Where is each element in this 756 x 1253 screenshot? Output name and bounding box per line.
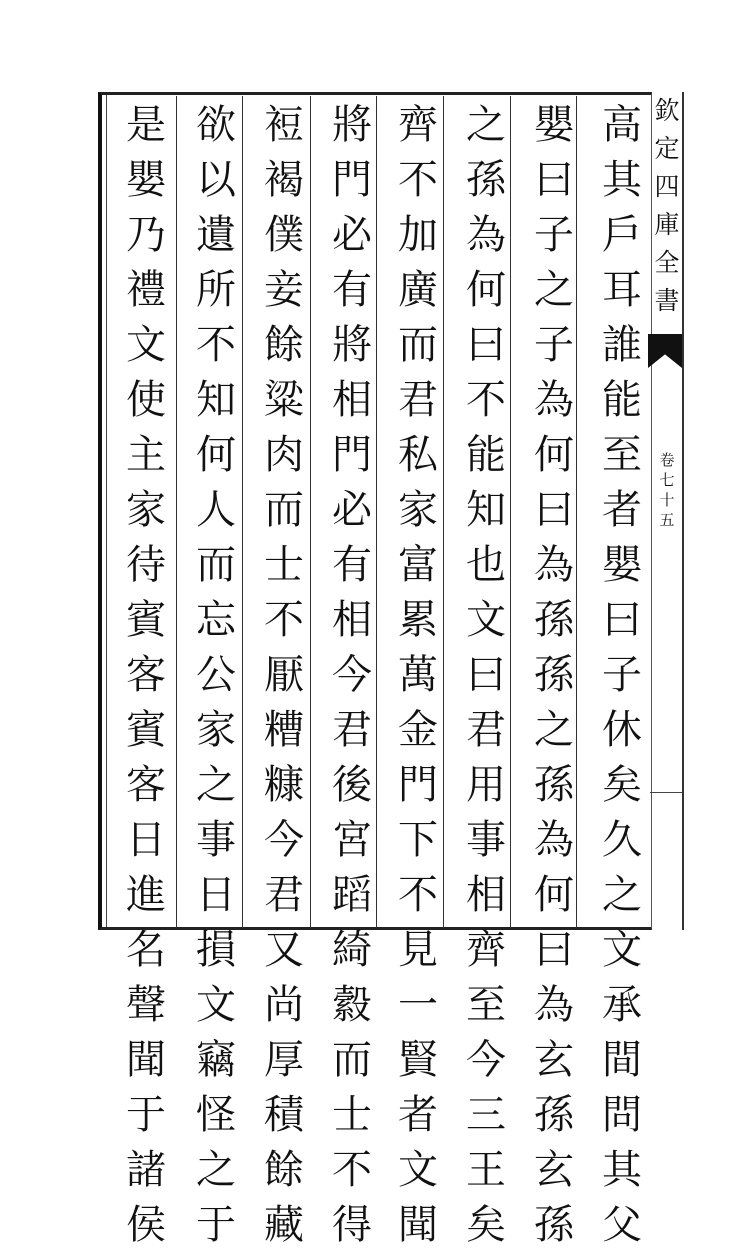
character: 以 — [196, 157, 236, 203]
character: 曰 — [602, 597, 642, 643]
character: 賓 — [126, 707, 166, 753]
character: 君 — [264, 872, 304, 918]
title-character: 欽 — [654, 96, 680, 125]
text-column — [392, 98, 444, 1253]
character: 嬰 — [602, 542, 642, 588]
character: 至 — [602, 432, 642, 478]
character: 父 — [602, 1202, 642, 1248]
character: 門 — [398, 762, 438, 808]
column-rule — [242, 96, 243, 928]
character: 必 — [332, 212, 372, 258]
character: 藏 — [264, 1202, 304, 1248]
character: 日 — [196, 872, 236, 918]
character: 縠 — [332, 982, 372, 1028]
character: 門 — [332, 157, 372, 203]
character: 而 — [398, 322, 438, 368]
character: 今 — [264, 817, 304, 863]
character: 禮 — [126, 267, 166, 313]
character: 得 — [332, 1202, 372, 1248]
juan-character: 卷 — [659, 451, 675, 469]
character: 文 — [398, 1147, 438, 1193]
character: 進 — [126, 872, 166, 918]
character: 尚 — [264, 982, 304, 1028]
character: 今 — [466, 1037, 506, 1083]
title-character: 書 — [654, 286, 680, 315]
character: 人 — [196, 487, 236, 533]
text-column — [326, 98, 378, 1253]
character: 高 — [602, 102, 642, 148]
character: 餘 — [264, 322, 304, 368]
character: 相 — [332, 597, 372, 643]
character: 于 — [196, 1202, 236, 1248]
character: 侯 — [126, 1202, 166, 1248]
character: 君 — [466, 707, 506, 753]
character: 事 — [196, 817, 236, 863]
character: 子 — [534, 322, 574, 368]
character: 子 — [602, 652, 642, 698]
character: 者 — [602, 487, 642, 533]
character: 累 — [398, 597, 438, 643]
column-rule — [310, 96, 311, 928]
character: 為 — [534, 817, 574, 863]
character: 見 — [398, 927, 438, 973]
character: 裋 — [264, 102, 304, 148]
character: 待 — [126, 542, 166, 588]
character: 聞 — [398, 1202, 438, 1248]
juan-label — [652, 450, 682, 530]
character: 主 — [126, 432, 166, 478]
character: 乃 — [126, 212, 166, 258]
character: 是 — [126, 102, 166, 148]
character: 曰 — [534, 927, 574, 973]
text-column — [258, 98, 310, 1253]
character: 客 — [126, 762, 166, 808]
juan-character: 七 — [659, 471, 675, 489]
character: 子 — [534, 212, 574, 258]
character: 文 — [196, 982, 236, 1028]
book-title — [652, 92, 682, 320]
character: 糟 — [264, 707, 304, 753]
character: 餘 — [264, 1147, 304, 1193]
character: 矣 — [602, 762, 642, 808]
character: 之 — [466, 102, 506, 148]
character: 後 — [332, 762, 372, 808]
character: 于 — [126, 1092, 166, 1138]
character: 承 — [602, 982, 642, 1028]
character: 而 — [196, 542, 236, 588]
character: 至 — [466, 982, 506, 1028]
character: 僕 — [264, 212, 304, 258]
character: 怪 — [196, 1092, 236, 1138]
character: 妾 — [264, 267, 304, 313]
character: 嬰 — [126, 157, 166, 203]
character: 不 — [264, 597, 304, 643]
character: 曰 — [534, 157, 574, 203]
character: 孫 — [534, 652, 574, 698]
character: 宮 — [332, 817, 372, 863]
character: 為 — [534, 542, 574, 588]
character: 孫 — [534, 1202, 574, 1248]
character: 者 — [398, 1092, 438, 1138]
character: 君 — [398, 377, 438, 423]
character: 而 — [264, 487, 304, 533]
character: 耳 — [602, 267, 642, 313]
text-column — [528, 98, 580, 1253]
character: 必 — [332, 487, 372, 533]
character: 萬 — [398, 652, 438, 698]
title-character: 四 — [654, 172, 680, 201]
character: 竊 — [196, 1037, 236, 1083]
column-rule — [176, 96, 177, 928]
character: 其 — [602, 1147, 642, 1193]
character: 廣 — [398, 267, 438, 313]
character: 孫 — [534, 597, 574, 643]
character: 其 — [602, 157, 642, 203]
character: 用 — [466, 762, 506, 808]
character: 也 — [466, 542, 506, 588]
character: 將 — [332, 322, 372, 368]
character: 三 — [466, 1092, 506, 1138]
character: 能 — [466, 432, 506, 478]
character: 之 — [602, 872, 642, 918]
character: 一 — [398, 982, 438, 1028]
character: 綺 — [332, 927, 372, 973]
character: 齊 — [398, 102, 438, 148]
character: 為 — [534, 377, 574, 423]
text-column — [460, 98, 512, 1253]
character: 不 — [196, 322, 236, 368]
character: 將 — [332, 102, 372, 148]
character: 賓 — [126, 597, 166, 643]
character: 士 — [264, 542, 304, 588]
character: 褐 — [264, 157, 304, 203]
character: 孫 — [534, 1092, 574, 1138]
character: 不 — [398, 872, 438, 918]
character: 何 — [534, 872, 574, 918]
juan-character: 五 — [659, 511, 675, 529]
character: 相 — [466, 872, 506, 918]
character: 糠 — [264, 762, 304, 808]
character: 文 — [466, 597, 506, 643]
character: 富 — [398, 542, 438, 588]
character: 日 — [126, 817, 166, 863]
character: 文 — [602, 927, 642, 973]
character: 賢 — [398, 1037, 438, 1083]
character: 諸 — [126, 1147, 166, 1193]
character: 戶 — [602, 212, 642, 258]
character: 玄 — [534, 1037, 574, 1083]
character: 何 — [466, 267, 506, 313]
text-column — [596, 98, 648, 1253]
character: 君 — [332, 707, 372, 753]
character: 金 — [398, 707, 438, 753]
character: 嬰 — [534, 102, 574, 148]
character: 忘 — [196, 597, 236, 643]
character: 休 — [602, 707, 642, 753]
character: 為 — [534, 982, 574, 1028]
character: 曰 — [466, 652, 506, 698]
character: 玄 — [534, 1147, 574, 1193]
juan-character: 十 — [659, 491, 675, 509]
title-character: 全 — [654, 248, 680, 277]
character: 有 — [332, 267, 372, 313]
character: 不 — [398, 157, 438, 203]
character: 遺 — [196, 212, 236, 258]
character: 齊 — [466, 927, 506, 973]
character: 孫 — [466, 157, 506, 203]
character: 不 — [466, 377, 506, 423]
character: 知 — [196, 377, 236, 423]
character: 之 — [534, 707, 574, 753]
character: 所 — [196, 267, 236, 313]
character: 不 — [332, 1147, 372, 1193]
margin-rule — [650, 792, 682, 793]
character: 又 — [264, 927, 304, 973]
character: 文 — [126, 322, 166, 368]
character: 下 — [398, 817, 438, 863]
character: 有 — [332, 542, 372, 588]
character: 何 — [534, 432, 574, 478]
character: 事 — [466, 817, 506, 863]
character: 客 — [126, 652, 166, 698]
character: 損 — [196, 927, 236, 973]
character: 曰 — [534, 487, 574, 533]
character: 何 — [196, 432, 236, 478]
character: 而 — [332, 1037, 372, 1083]
character: 問 — [602, 1092, 642, 1138]
character: 為 — [466, 212, 506, 258]
character: 士 — [332, 1092, 372, 1138]
character: 欲 — [196, 102, 236, 148]
character: 厭 — [264, 652, 304, 698]
text-column — [120, 98, 172, 1253]
character: 相 — [332, 377, 372, 423]
character: 能 — [602, 377, 642, 423]
character: 之 — [196, 762, 236, 808]
character: 粱 — [264, 377, 304, 423]
character: 門 — [332, 432, 372, 478]
character: 名 — [126, 927, 166, 973]
character: 家 — [126, 487, 166, 533]
text-column — [190, 98, 242, 1253]
character: 矣 — [466, 1202, 506, 1248]
character: 家 — [196, 707, 236, 753]
character: 間 — [602, 1037, 642, 1083]
character: 加 — [398, 212, 438, 258]
character: 公 — [196, 652, 236, 698]
character: 蹈 — [332, 872, 372, 918]
character: 聞 — [126, 1037, 166, 1083]
title-character: 定 — [654, 134, 680, 163]
character: 聲 — [126, 982, 166, 1028]
character: 使 — [126, 377, 166, 423]
character: 知 — [466, 487, 506, 533]
character: 私 — [398, 432, 438, 478]
character: 今 — [332, 652, 372, 698]
character: 之 — [196, 1147, 236, 1193]
character: 久 — [602, 817, 642, 863]
title-character: 庫 — [654, 210, 680, 239]
character: 王 — [466, 1147, 506, 1193]
character: 之 — [534, 267, 574, 313]
character: 曰 — [466, 322, 506, 368]
character: 家 — [398, 487, 438, 533]
character: 孫 — [534, 762, 574, 808]
character: 誰 — [602, 322, 642, 368]
character: 厚 — [264, 1037, 304, 1083]
character: 肉 — [264, 432, 304, 478]
character: 積 — [264, 1092, 304, 1138]
